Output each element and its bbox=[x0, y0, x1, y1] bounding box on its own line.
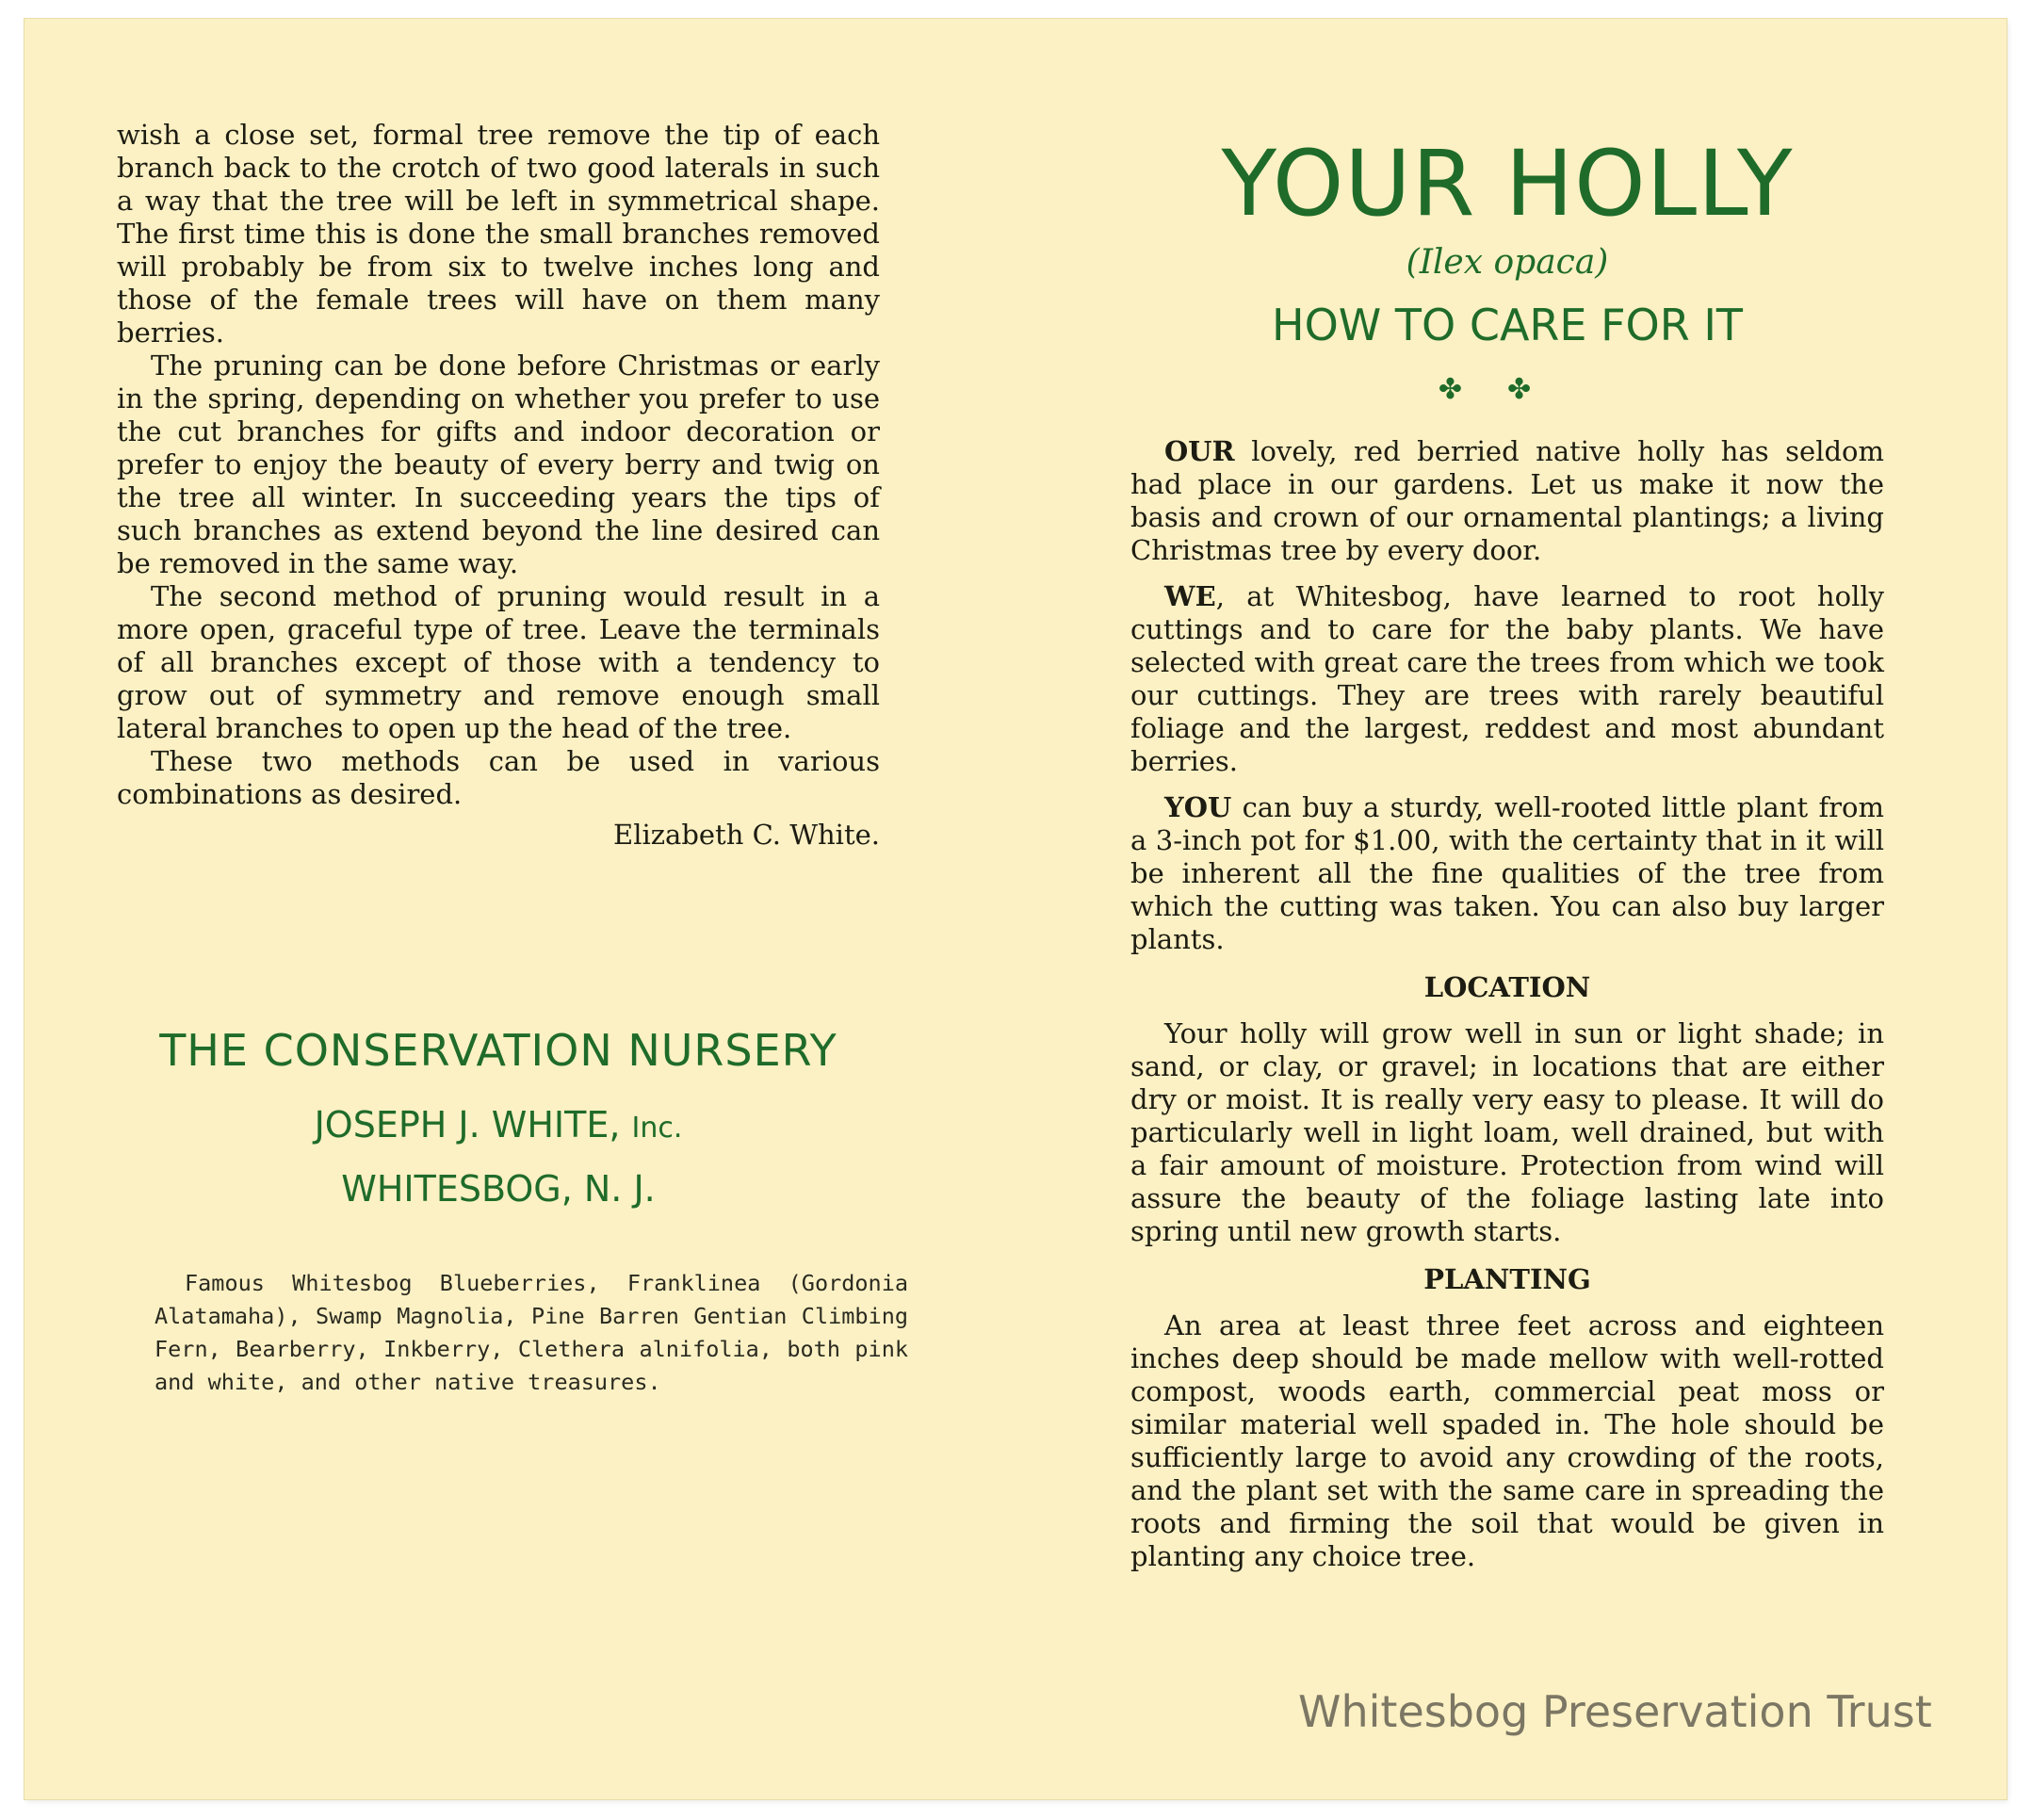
lead-word: OUR bbox=[1164, 435, 1235, 467]
products-list bbox=[154, 1267, 908, 1399]
pruning-paragraph-4: These two methods can be used in various combinations as desired. bbox=[117, 745, 880, 810]
lead-word: YOU bbox=[1164, 791, 1232, 823]
pruning-paragraph-2: The pruning can be done before Christmas or early in the spring, depending on whether you prefer to use the cut branches for gifts and indoor decoration or prefer to enjoy the beauty of every berry and twig on the tree all winter. In succeeding years the tips of such branches as extend beyond the line desired can be removed in the same way. bbox=[117, 349, 880, 579]
location-paragraph: Your holly will grow well in sun or light shade; in sand, or clay, or gravel; in locations that are either dry or moist. It is really very easy to please. It will do particularly well in light loam, well drained, but with a fair amount of moisture. Protection from wind will assure the beauty of the foliage lasting late into spring until new growth starts. bbox=[1130, 1017, 1884, 1247]
intro-paragraph-we bbox=[1130, 580, 1884, 778]
intro-paragraph-our bbox=[1130, 435, 1884, 567]
intro-text: can buy a sturdy, well-rooted little plant from a 3-inch pot for $1.00, with the certainty that in it will be inherent all the fine qualities of the tree from which the cutting was taken. You can also buy larger plants. bbox=[1130, 791, 1884, 955]
pruning-paragraph-1: wish a close set, formal tree remove the tip of each branch back to the crotch of two good laterals in such a way that the tree will be left in symmetrical shape. The first time this is done the small branches removed will probably be from six to twelve inches long and those of the female trees will have on them many berries. bbox=[117, 119, 880, 349]
right-page-text bbox=[1130, 435, 1884, 1586]
left-page-text bbox=[117, 119, 880, 852]
intro-text: , at Whitesbog, have learned to root holly cuttings and to care for the baby plants. We have selected with great care the trees from which we took our cuttings. They are trees with rarely beautiful foliage and the largest, reddest and most abundant berries. bbox=[1130, 580, 1884, 777]
company-suffix: Inc. bbox=[631, 1112, 683, 1145]
nursery-name: THE CONSERVATION NURSERY bbox=[159, 1025, 837, 1076]
intro-text: lovely, red berried native holly has seldom had place in our gardens. Let us make it now the basis and crown of our ornamental plantings; a living Christmas tree by every door. bbox=[1130, 435, 1884, 566]
latin-name: (Ilex opaca) bbox=[1406, 243, 1609, 282]
location-heading: LOCATION bbox=[1423, 971, 1591, 1003]
company-name bbox=[117, 1104, 880, 1146]
page-title: YOUR HOLLY bbox=[1221, 131, 1794, 236]
company-name-text: JOSEPH J. WHITE, bbox=[314, 1104, 621, 1146]
pruning-paragraph-3: The second method of pruning would result in a more open, graceful type of tree. Leave the terminals of all branches except of those with a tendency to grow out of symmetry and remove enough small lateral branches to open up the head of the tree. bbox=[117, 580, 880, 744]
planting-paragraph: An area at least three feet across and eighteen inches deep should be made mellow with well-rotted compost, woods earth, commercial peat moss or similar material well spaded in. The hole should be sufficiently large to avoid any crowding of the roots, and the plant set with the same care in spreading the roots and firming the soil that would be given in planting any choice tree. bbox=[1130, 1309, 1884, 1572]
watermark: Whitesbog Preservation Trust bbox=[1298, 1686, 1932, 1737]
lead-word: WE bbox=[1164, 580, 1216, 612]
company-location: WHITESBOG, N. J. bbox=[341, 1168, 656, 1210]
intro-paragraph-you bbox=[1130, 791, 1884, 956]
ornament-icon: ✤✤ bbox=[1438, 373, 1577, 406]
planting-heading: PLANTING bbox=[1423, 1263, 1591, 1295]
products-text: Famous Whitesbog Blueberries, Franklinea (Gordonia Alatamaha), Swamp Magnolia, Pine Barren Gentian Climbing Fern, Bearberry, Inkberry, Clethera alnifolia, both pink and white, and other native treasures. bbox=[154, 1270, 908, 1395]
page-subtitle: HOW TO CARE FOR IT bbox=[1272, 300, 1743, 350]
author-signature: Elizabeth C. White. bbox=[613, 819, 880, 851]
